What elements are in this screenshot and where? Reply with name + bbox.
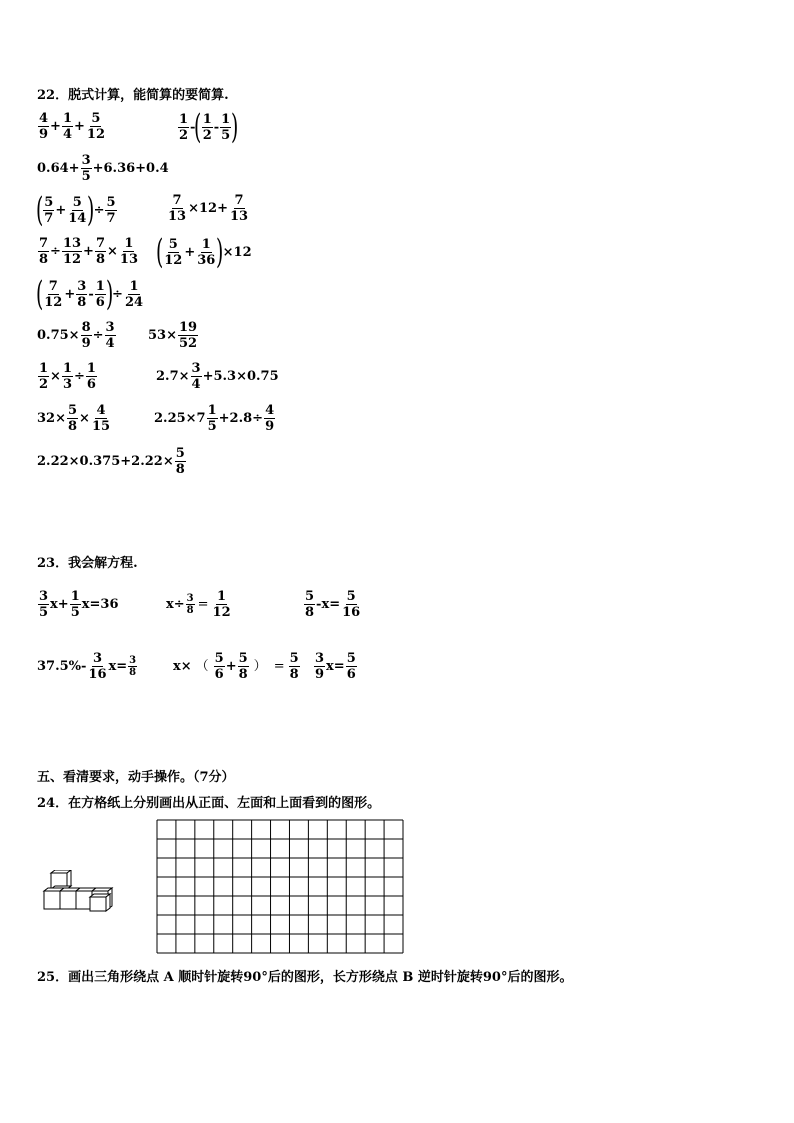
q23-eq-4: 37.5%- 3 16 x= $\frac{3}{8}$ xyxy=(37,651,137,682)
q23-title: 23．我会解方程. xyxy=(37,556,138,571)
q22-expr-4: ( 5 7 + $\frac{5}{14}$ ) ÷ $\frac{5}{7}$ xyxy=(35,190,116,230)
q22-expr-6: $\frac{7}{8}$ ÷ $\frac{13}{12}$ + $\frac{7}{8}$ × $\frac{1}{13}$ xyxy=(39,236,138,267)
q22-expr-2: 1 2 - ( 1 2 - 1 5 ) xyxy=(179,107,239,147)
q22-expr-10: 53× $\frac{19}{52}$ xyxy=(148,320,198,351)
grid-paper[interactable] xyxy=(156,819,404,958)
q25-title: 25．画出三角形绕点 A 顺时针旋转90°后的图形，长方形绕点 B 逆时针旋转90°后的图形。 xyxy=(37,970,573,985)
q22-expr-13: 32× $\frac{5}{8}$ × $\frac{4}{15}$ xyxy=(37,403,111,434)
q22-expr-12: 2.7× $\frac{3}{4}$ +5.3×0.75 xyxy=(156,361,279,392)
q23-eq-2: x÷ $\frac{3}{8}$ = $\frac{1}{12}$ xyxy=(166,589,231,620)
q22-expr-15: 2.22×0.375+2.22× $\frac{5}{8}$ xyxy=(37,446,185,477)
grid-paper-svg[interactable] xyxy=(156,819,404,954)
q22-expr-11: $\frac{1}{2}$ × $\frac{1}{3}$ ÷ $\frac{1}{6}$ xyxy=(39,361,96,392)
q23-eq-6: 3 9 x= $\frac{5}{6}$ xyxy=(315,651,356,682)
q22-title: 22．脱式计算，能简算的要简算. xyxy=(37,88,229,103)
q22-expr-1: 4 9 + $\frac{1}{4}$ + $\frac{5}{12}$ xyxy=(39,111,105,142)
q24-title: 24．在方格纸上分别画出从正面、左面和上面看到的图形。 xyxy=(37,796,381,811)
q22-expr-14: 2.25×7 1 5 +2.8÷ $\frac{4}{9}$ xyxy=(154,403,275,434)
q23-eq-3: 5 8 -x= $\frac{5}{16}$ xyxy=(305,589,361,620)
cube-stack-figure xyxy=(40,870,120,912)
q22-expr-7: ( 5 12 + $\frac{1}{36}$ ) ×12 xyxy=(155,232,252,272)
q22-expr-5: $\frac{7}{13}$ ×12+ $\frac{7}{13}$ xyxy=(168,193,249,224)
section-5-title: 五、看清要求，动手操作。（7分） xyxy=(37,770,235,785)
q23-eq-5: x× （ 5 6 + $\frac{5}{8}$ ） = $\frac{5}{8}$ xyxy=(173,651,299,682)
q22-expr-3: 0.64+ $\frac{3}{5}$ +6.36+0.4 xyxy=(37,153,169,184)
q22-expr-8: ( 7 12 + $\frac{3}{8}$ - 1 6 ) ÷ $\frac{1}{24}$ xyxy=(35,274,144,314)
q23-eq-1: 3 5 x+ $\frac{1}{5}$ x=36 xyxy=(39,589,119,620)
q22-expr-9: 0.75× $\frac{8}{9}$ ÷ $\frac{3}{4}$ xyxy=(37,320,115,351)
